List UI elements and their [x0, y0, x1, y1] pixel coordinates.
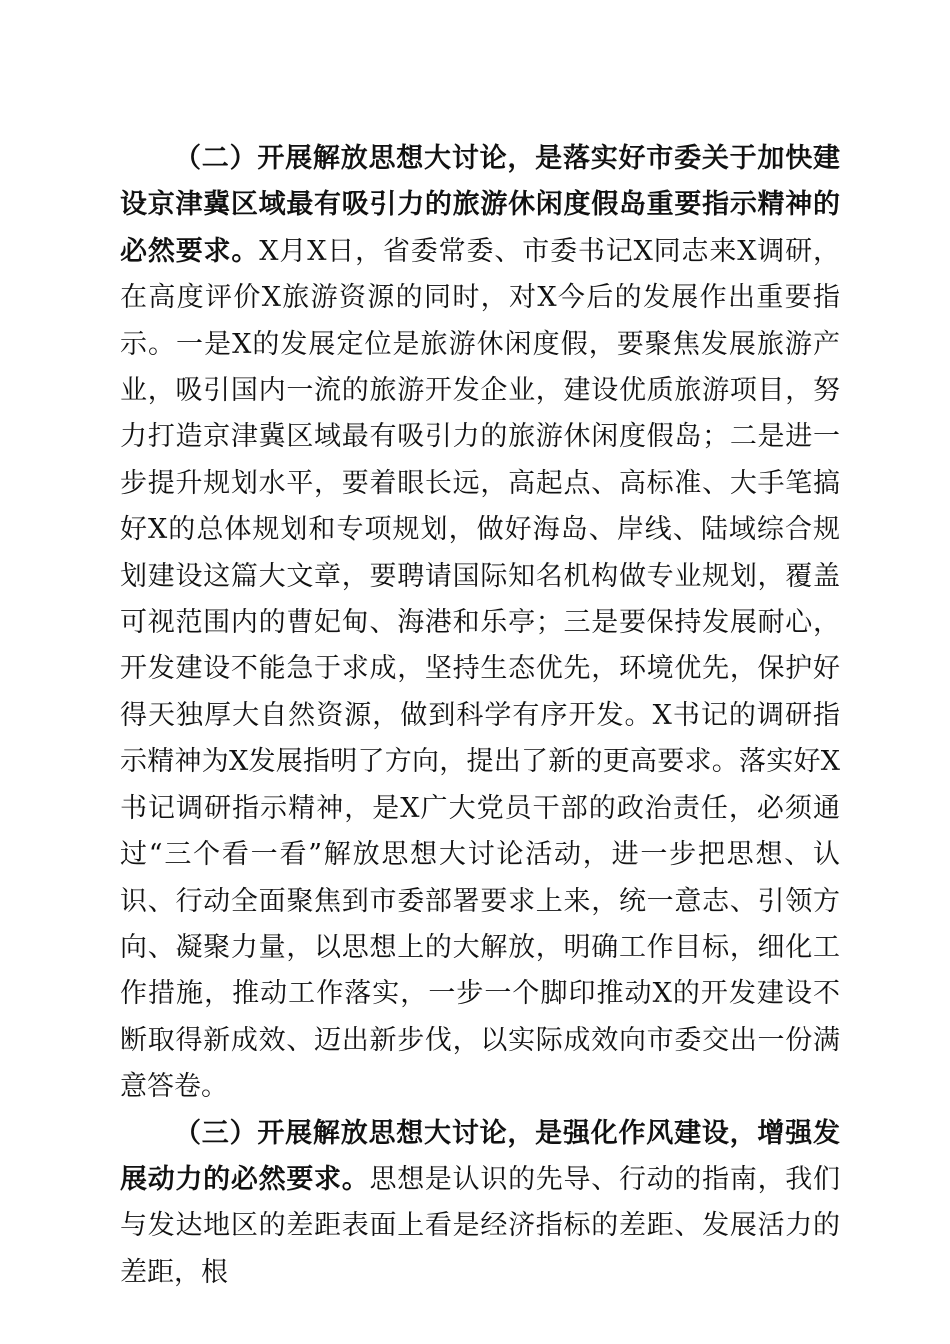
- document-page: [120, 136, 840, 1296]
- paragraph-2-body: X月X日，省委常委、市委书记X同志来X调研，在高度评价X旅游资源的同时，对X今后的发展作出重要指示。一是X的发展定位是旅游休闲度假，要聚焦发展旅游产业，吸引国内一流的旅游开发企业，建设优质旅游项目，努力打造京津冀区域最有吸引力的旅游休闲度假岛；二是进一步提升规划水平，要着眼长远，高起点、高标准、大手笔搞好X的总体规划和专项规划，做好海岛、岸线、陆域综合规划建设这篇大文章，要聘请国际知名机构做专业规划，覆盖可视范围内的曹妃甸、海港和乐亭；三是要保持发展耐心，开发建设不能急于求成，坚持生态优先，环境优先，保护好得天独厚大自然资源，做到科学有序开发。X书记的调研指示精神为X发展指明了方向，提出了新的更高要求。落实好X书记调研指示精神，是X广大党员干部的政治责任，必须通过“三个看一看”解放思想大讨论活动，进一步把思想、认识、行动全面聚焦到市委部署要求上来，统一意志、引领方向、凝聚力量，以思想上的大解放，明确工作目标，细化工作措施，推动工作落实，一步一个脚印推动X的开发建设不断取得新成效、迈出新步伐，以实际成效向市委交出一份满意答卷。: [120, 235, 841, 1103]
- paragraph-3-body: 思想是认识的先导、行动的指南，我们与发达地区的差距表面上看是经济指标的差距、发展活力的差距，根: [120, 1163, 841, 1288]
- paragraph-2-heading: （二）开展解放思想大讨论，是落实好市委关于加快建设京津冀区域最有吸引力的旅游休闲度假岛重要指示精神的必然要求。: [120, 143, 840, 267]
- paragraph-2: [120, 136, 840, 1111]
- paragraph-3: [120, 1111, 840, 1297]
- paragraph-3-heading: （三）开展解放思想大讨论，是强化作风建设，增强发展动力的必然要求。: [120, 1117, 840, 1195]
